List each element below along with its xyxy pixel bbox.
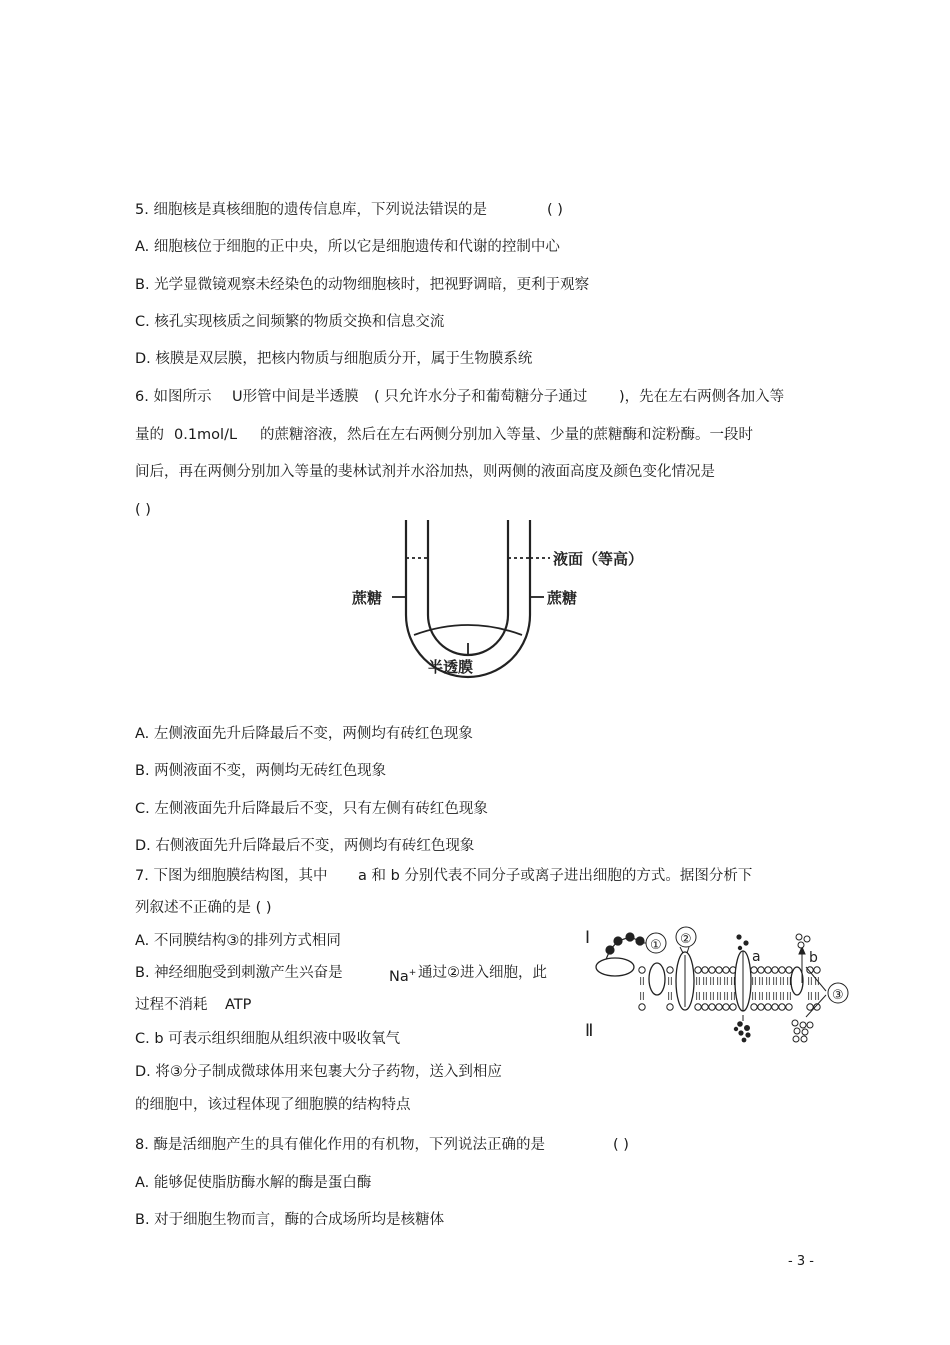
phospholipid-head <box>772 967 778 973</box>
q5-stem: 5. 细胞核是真核细胞的遗传信息库，下列说法错误的是 <box>135 202 487 218</box>
q7-option-b-part3: 过程不消耗 <box>135 997 208 1013</box>
page-number: - 3 - <box>788 1254 814 1269</box>
label-num-2: ② <box>680 932 692 947</box>
q5-answer-paren: ( ) <box>547 202 563 218</box>
phospholipid-head <box>702 967 708 973</box>
phospholipid-head <box>751 967 757 973</box>
phospholipid-head <box>786 1004 792 1010</box>
q7-option-b-part2: 通过②进入细胞，此 <box>418 965 547 981</box>
phospholipid-head <box>695 1004 701 1010</box>
q7-stem-part2: a 和 b 分别代表不同分子或离子进出细胞的方式。据图分析下 <box>358 868 753 884</box>
q6-stem-part1: 6. 如图所示 <box>135 389 212 405</box>
phospholipid-head <box>639 967 645 973</box>
phospholipid-head <box>779 967 785 973</box>
q7-option-b-ion: Na+ <box>389 968 417 985</box>
q6-stem-concentration: 0.1mol/L <box>174 427 238 443</box>
q6-stem-part2: U形管中间是半透膜 <box>232 389 359 405</box>
phospholipid-head <box>730 1004 736 1010</box>
q5-option-c: C. 核孔实现核质之间频繁的物质交换和信息交流 <box>135 314 445 330</box>
q6-option-a: A. 左侧液面先升后降最后不变，两侧均有砖红色现象 <box>135 726 473 742</box>
q5-option-b: B. 光学显微镜观察未经染色的动物细胞核时，把视野调暗，更利于观察 <box>135 277 590 293</box>
q6-stem-part6: 的蔗糖溶液，然后在左右两侧分别加入等量、少量的蔗糖酶和淀粉酶。一段时 <box>260 427 753 443</box>
phospholipid-head <box>667 967 673 973</box>
q5-option-d: D. 核膜是双层膜，把核内物质与细胞质分开，属于生物膜系统 <box>135 351 533 367</box>
phospholipid-head <box>814 967 820 973</box>
phospholipid-head <box>723 967 729 973</box>
phospholipid-head <box>751 1004 757 1010</box>
q7-option-c: C. b 可表示组织细胞从组织液中吸收氧气 <box>135 1031 401 1047</box>
q8-option-b: B. 对于细胞生物而言，酶的合成场所均是核糖体 <box>135 1212 445 1228</box>
phospholipid-head <box>758 1004 764 1010</box>
membrane-protein <box>649 963 665 995</box>
phospholipid-head <box>765 967 771 973</box>
membrane-protein-small <box>791 967 803 995</box>
label-side-I: Ⅰ <box>585 928 591 948</box>
q8-answer-paren: ( ) <box>613 1137 629 1153</box>
q8-stem: 8. 酶是活细胞产生的具有催化作用的有机物，下列说法正确的是 <box>135 1137 545 1153</box>
label-num-3: ③ <box>832 988 844 1003</box>
surface-protein <box>596 958 634 976</box>
phospholipid-head <box>709 1004 715 1010</box>
phospholipid-head <box>779 1004 785 1010</box>
q7-option-d-line1: D. 将③分子制成微球体用来包裹大分子药物，送入到相应 <box>135 1064 502 1080</box>
phospholipid-head <box>667 1004 673 1010</box>
phospholipid-head <box>695 967 701 973</box>
label-sucrose-right: 蔗糖 <box>547 589 578 607</box>
q6-stem-part7: 间后，再在两侧分别加入等量的斐林试剂并水浴加热，则两侧的液面高度及颜色变化情况是 <box>135 464 715 480</box>
phospholipid-head <box>716 967 722 973</box>
label-membrane: 半透膜 <box>428 658 474 676</box>
q6-stem-part3: ( 只允许水分子和葡萄糖分子通过 <box>374 389 588 405</box>
q6-answer-paren: ( ) <box>135 502 151 518</box>
q6-option-d: D. 右侧液面先升后降最后不变，两侧均有砖红色现象 <box>135 838 475 854</box>
q7-option-b-part1: B. 神经细胞受到刺激产生兴奋是 <box>135 965 343 981</box>
phospholipid-head <box>709 967 715 973</box>
q6-option-c: C. 左侧液面先升后降最后不变，只有左侧有砖红色现象 <box>135 801 488 817</box>
phospholipid-head <box>758 967 764 973</box>
q6-stem-part5: 量的 <box>135 427 164 443</box>
q7-stem-part3: 列叙述不正确的是 ( ) <box>135 900 272 916</box>
q6-stem-part4: )，先在左右两侧各加入等 <box>619 389 785 405</box>
q7-stem-part1: 7. 下图为细胞膜结构图，其中 <box>135 868 328 884</box>
label-sucrose-left: 蔗糖 <box>352 589 383 607</box>
phospholipid-head <box>772 1004 778 1010</box>
phospholipid-head <box>723 1004 729 1010</box>
q8-option-a: A. 能够促使脂肪酶水解的酶是蛋白酶 <box>135 1175 372 1191</box>
label-b: b <box>809 950 818 966</box>
label-liquid-level: 液面（等高） <box>553 550 644 568</box>
u-tube-figure <box>340 515 644 680</box>
q6-option-b: B. 两侧液面不变，两侧均无砖红色现象 <box>135 763 387 779</box>
phospholipid-head <box>765 1004 771 1010</box>
phospholipid-head <box>786 967 792 973</box>
q7-option-a: A. 不同膜结构③的排列方式相同 <box>135 933 341 949</box>
phospholipid-head <box>716 1004 722 1010</box>
cell-membrane-figure <box>580 915 860 1055</box>
q7-option-b-atp: ATP <box>225 997 252 1013</box>
label-num-1: ① <box>650 938 662 953</box>
phospholipid-head <box>807 1004 813 1010</box>
label-a: a <box>752 949 761 965</box>
label-side-II: Ⅱ <box>585 1021 594 1041</box>
phospholipid-head <box>702 1004 708 1010</box>
q5-option-a: A. 细胞核位于细胞的正中央，所以它是细胞遗传和代谢的控制中心 <box>135 239 560 255</box>
phospholipid-head <box>639 1004 645 1010</box>
q7-option-d-line2: 的细胞中，该过程体现了细胞膜的结构特点 <box>135 1097 411 1113</box>
